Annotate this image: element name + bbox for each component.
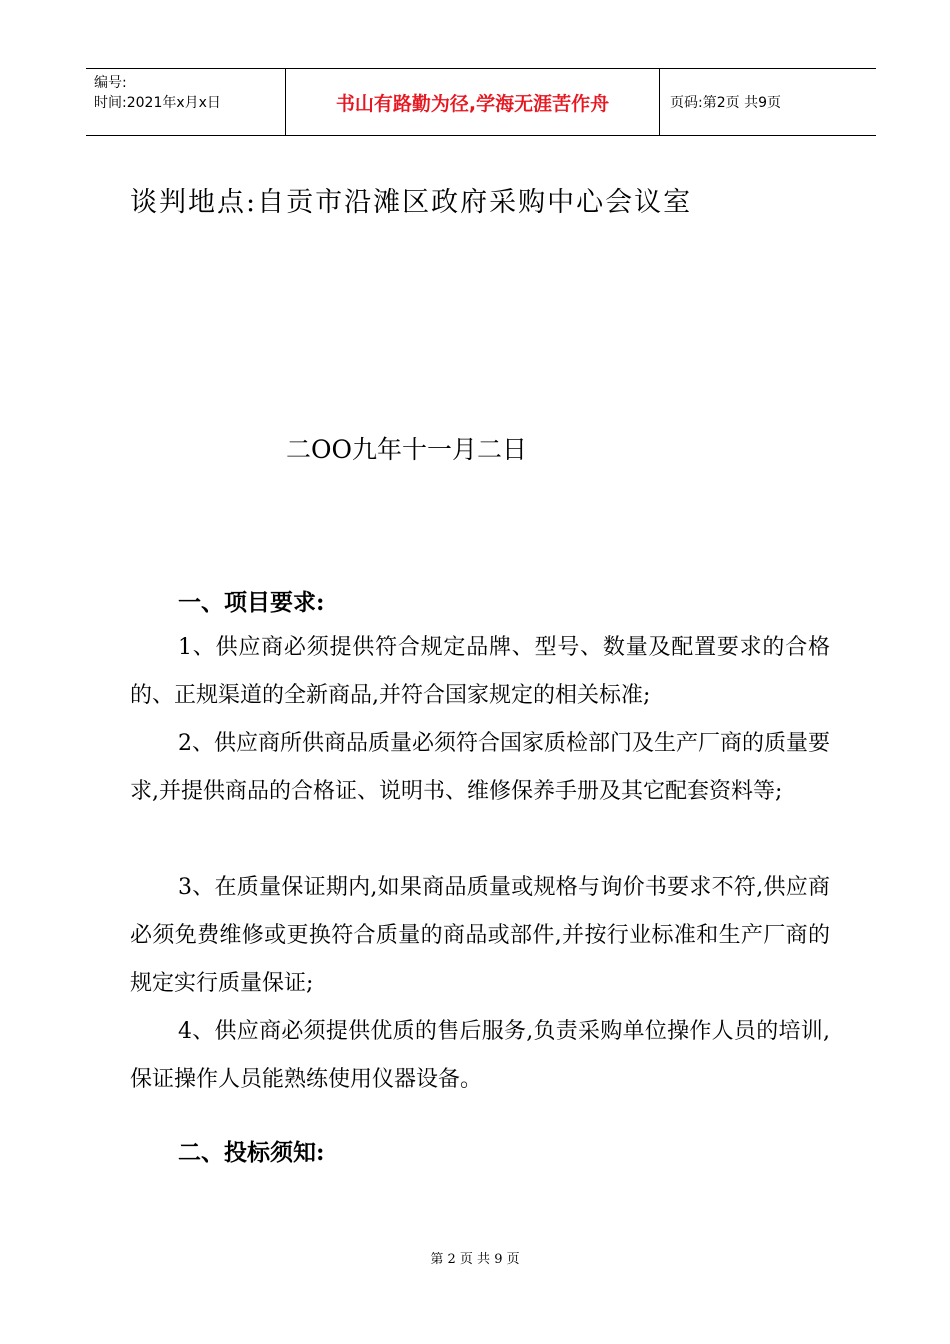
document-date: 二OO九年十一月二日: [286, 435, 527, 464]
header-page-info: 页码:第2页 共9页: [670, 95, 781, 111]
section1-title: 一、项目要求:: [178, 589, 325, 616]
requirement-item-1: 1、供应商必须提供符合规定品牌、型号、数量及配置要求的合格的、正规渠道的全新商品,并符合国家规定的相关标准;: [130, 635, 830, 708]
header-motto: 书山有路勤为径,学海无涯苦作舟: [286, 69, 660, 135]
page-header: [86, 68, 876, 136]
requirement-item-2: 2、供应商所供商品质量必须符合国家质检部门及生产厂商的质量要求,并提供商品的合格证、说明书、维修保养手册及其它配套资料等;: [130, 731, 830, 804]
requirement-item-4: 4、供应商必须提供优质的售后服务,负责采购单位操作人员的培训,保证操作人员能熟练使用仪器设备。: [130, 1019, 830, 1092]
header-meta: [86, 69, 286, 135]
number-label: 编号:: [94, 75, 127, 91]
time-label: 时间:2021年x月x日: [94, 95, 221, 111]
page-footer: 第 2 页 共 9 页: [430, 1252, 520, 1267]
requirement-item-3: 3、在质量保证期内,如果商品质量或规格与询价书要求不符,供应商必须免费维修或更换符合质量的商品或部件,并按行业标准和生产厂商的规定实行质量保证;: [130, 875, 830, 996]
negotiation-location: 谈判地点:自贡市沿滩区政府采购中心会议室: [130, 187, 693, 218]
section2-title: 二、投标须知:: [178, 1139, 325, 1166]
